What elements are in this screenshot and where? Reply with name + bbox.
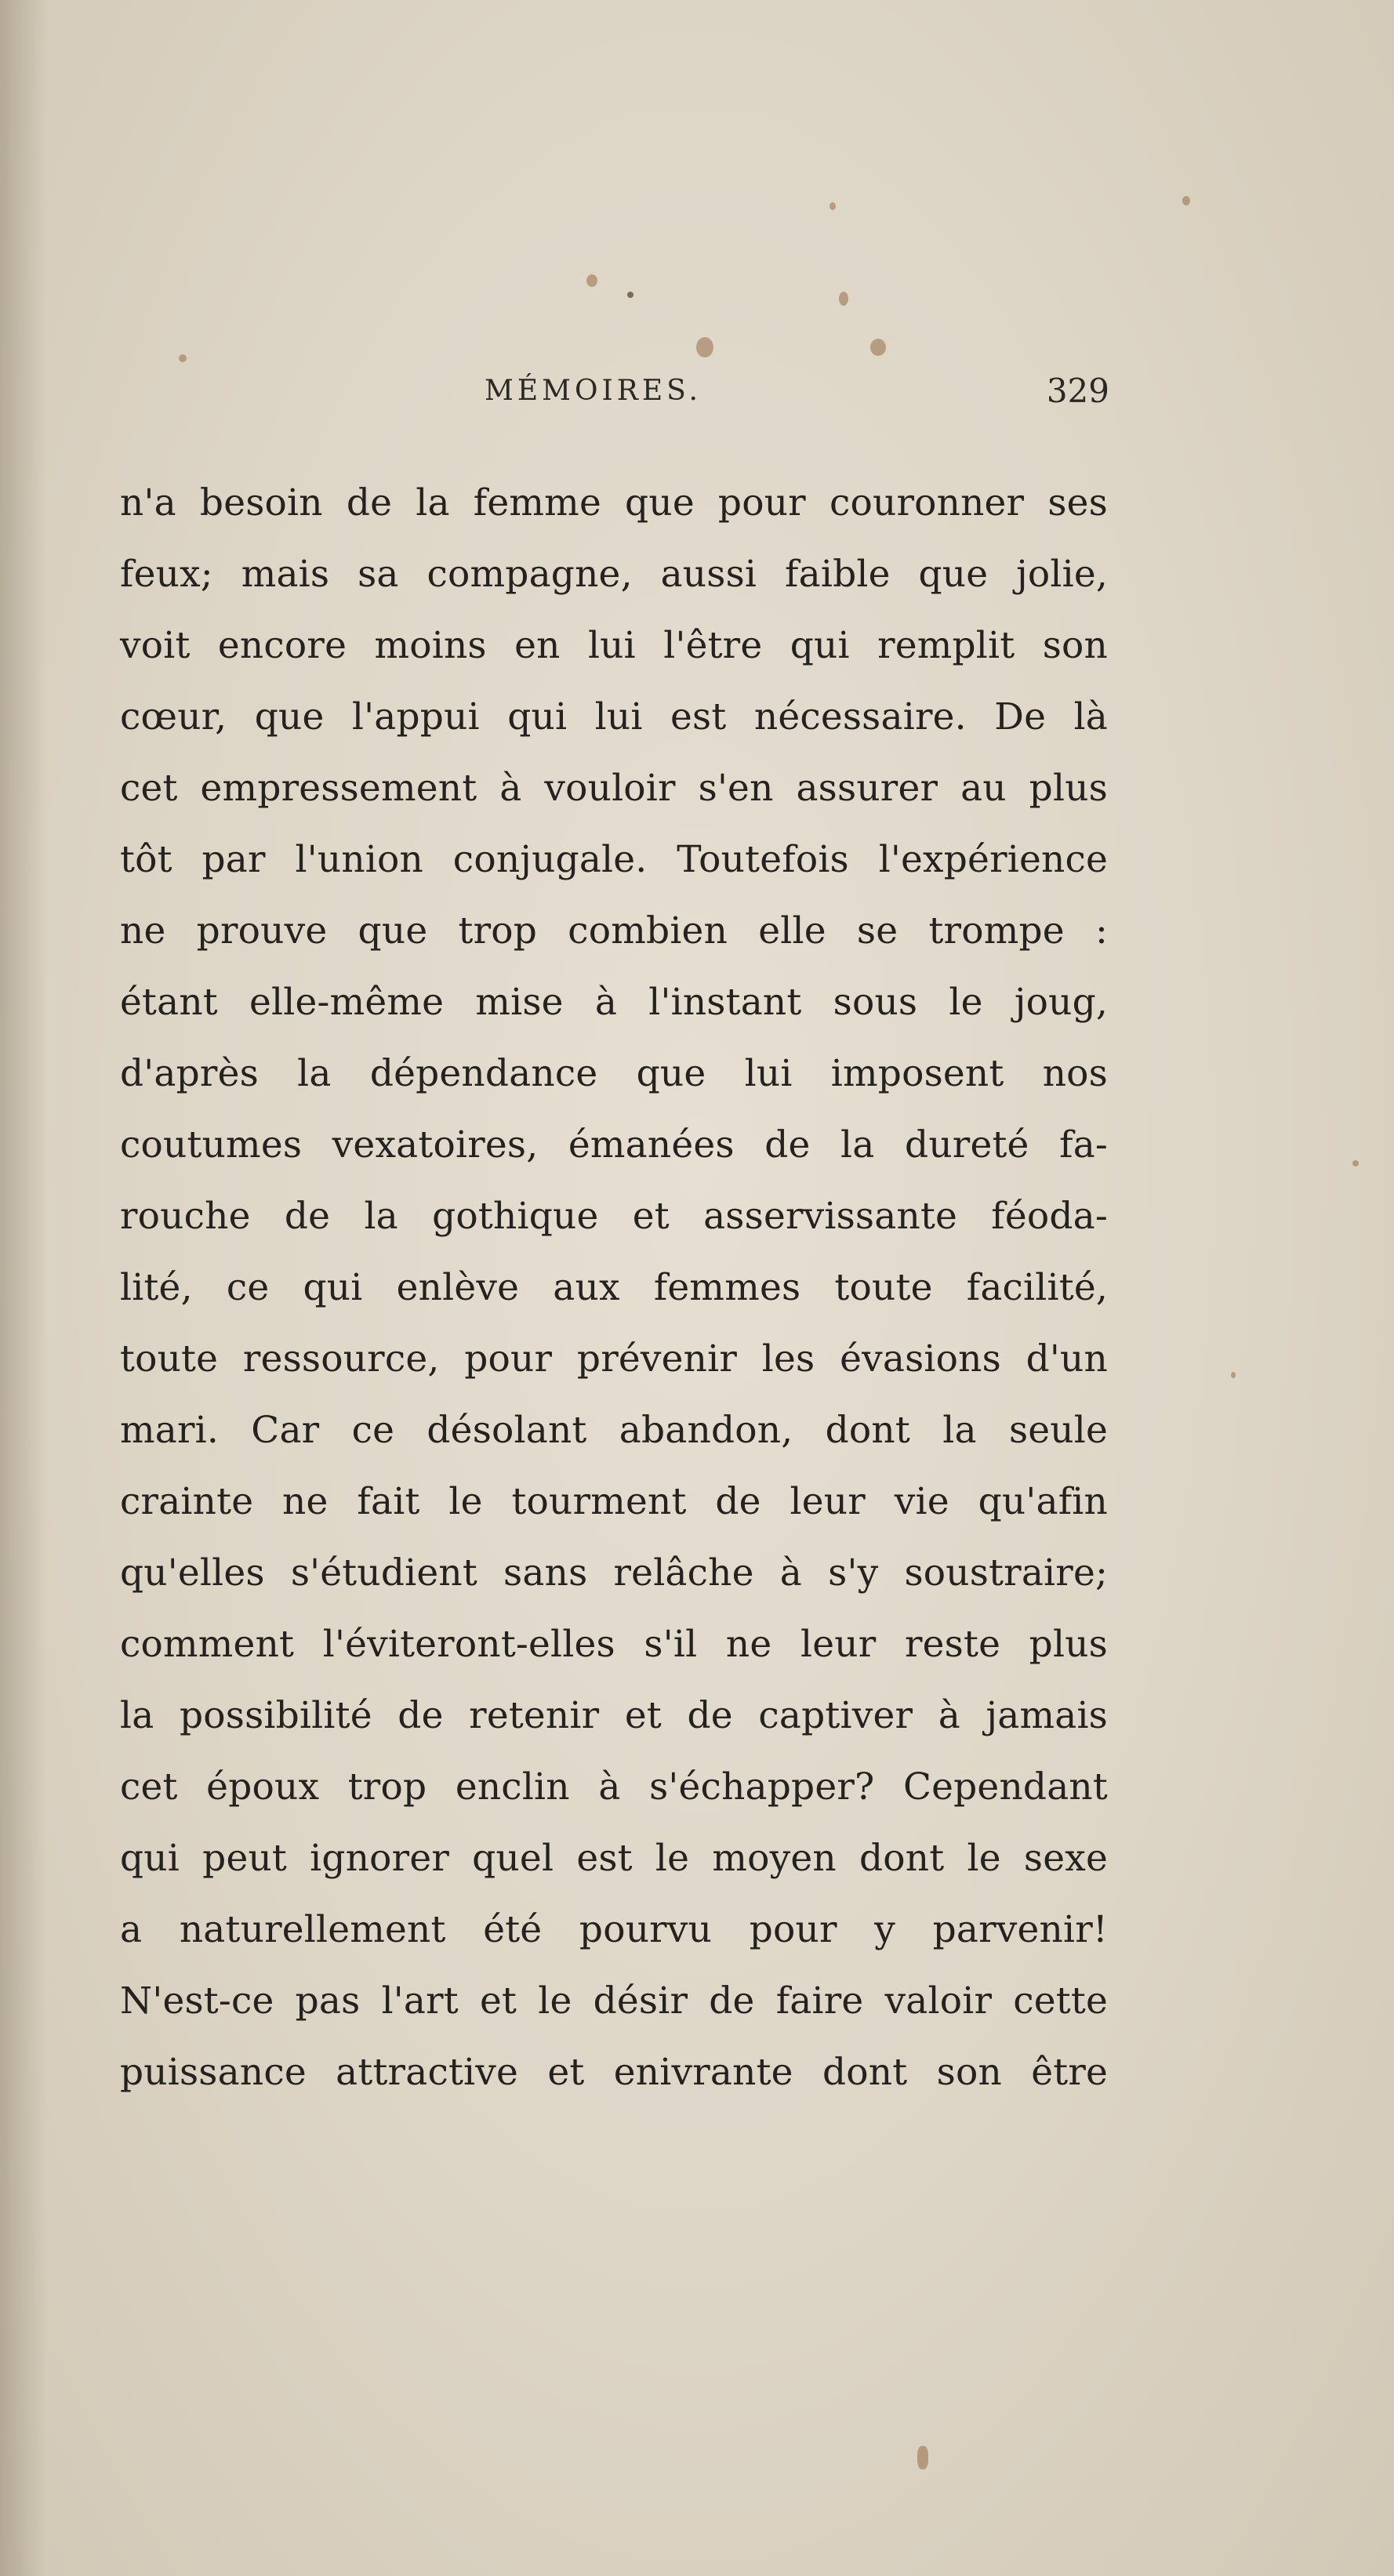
text-line: a naturellement été pourvu pour y parvenir! xyxy=(120,1908,1108,1951)
text-line: cœur, que l'appui qui lui est nécessaire. De là xyxy=(120,695,1108,738)
text-line: qui peut ignorer quel est le moyen dont le sexe xyxy=(120,1837,1108,1880)
foxing-spot xyxy=(179,354,187,362)
text-line: puissance attractive et enivrante dont son être xyxy=(120,2051,1108,2094)
text-line: étant elle-même mise à l'instant sous le joug, xyxy=(120,981,1108,1024)
foxing-spot xyxy=(839,292,848,306)
page-number: 329 xyxy=(1046,372,1109,410)
text-line: coutumes vexatoires, émanées de la dureté fa- xyxy=(120,1123,1108,1166)
text-line: tôt par l'union conjugale. Toutefois l'expérience xyxy=(120,838,1108,881)
text-line: feux; mais sa compagne, aussi faible que jolie, xyxy=(120,553,1108,596)
text-line: cet empressement à vouloir s'en assurer au plus xyxy=(120,767,1108,810)
foxing-spot xyxy=(830,202,836,210)
text-line: la possibilité de retenir et de captiver à jamais xyxy=(120,1694,1108,1737)
foxing-spot xyxy=(586,274,597,287)
text-line: d'après la dépendance que lui imposent nos xyxy=(120,1052,1108,1095)
text-line: mari. Car ce désolant abandon, dont la seule xyxy=(120,1409,1108,1452)
running-title: MÉMOIRES. xyxy=(485,375,702,407)
foxing-spot xyxy=(917,2446,928,2469)
foxing-spot xyxy=(627,292,633,298)
foxing-spot xyxy=(870,339,886,356)
foxing-spot xyxy=(696,337,713,357)
foxing-spot xyxy=(1231,1372,1236,1378)
text-line: crainte ne fait le tourment de leur vie qu'afin xyxy=(120,1480,1108,1523)
text-line: rouche de la gothique et asservissante féoda- xyxy=(120,1195,1108,1238)
text-line: qu'elles s'étudient sans relâche à s'y soustraire; xyxy=(120,1551,1108,1595)
foxing-spot xyxy=(1352,1160,1359,1166)
text-line: ne prouve que trop combien elle se trompe : xyxy=(120,909,1108,952)
text-line: comment l'éviteront-elles s'il ne leur reste plus xyxy=(120,1623,1108,1666)
body-text xyxy=(120,467,1108,2108)
text-line: N'est-ce pas l'art et le désir de faire valoir cette xyxy=(120,1979,1108,2023)
foxing-spot xyxy=(1182,196,1190,205)
text-line: cet époux trop enclin à s'échapper? Cependant xyxy=(120,1765,1108,1809)
running-head xyxy=(118,372,1109,422)
text-line: lité, ce qui enlève aux femmes toute facilité, xyxy=(120,1266,1108,1309)
text-line: voit encore moins en lui l'être qui remplit son xyxy=(120,624,1108,667)
text-line: toute ressource, pour prévenir les évasions d'un xyxy=(120,1337,1108,1381)
text-line: n'a besoin de la femme que pour couronner ses xyxy=(120,481,1108,524)
